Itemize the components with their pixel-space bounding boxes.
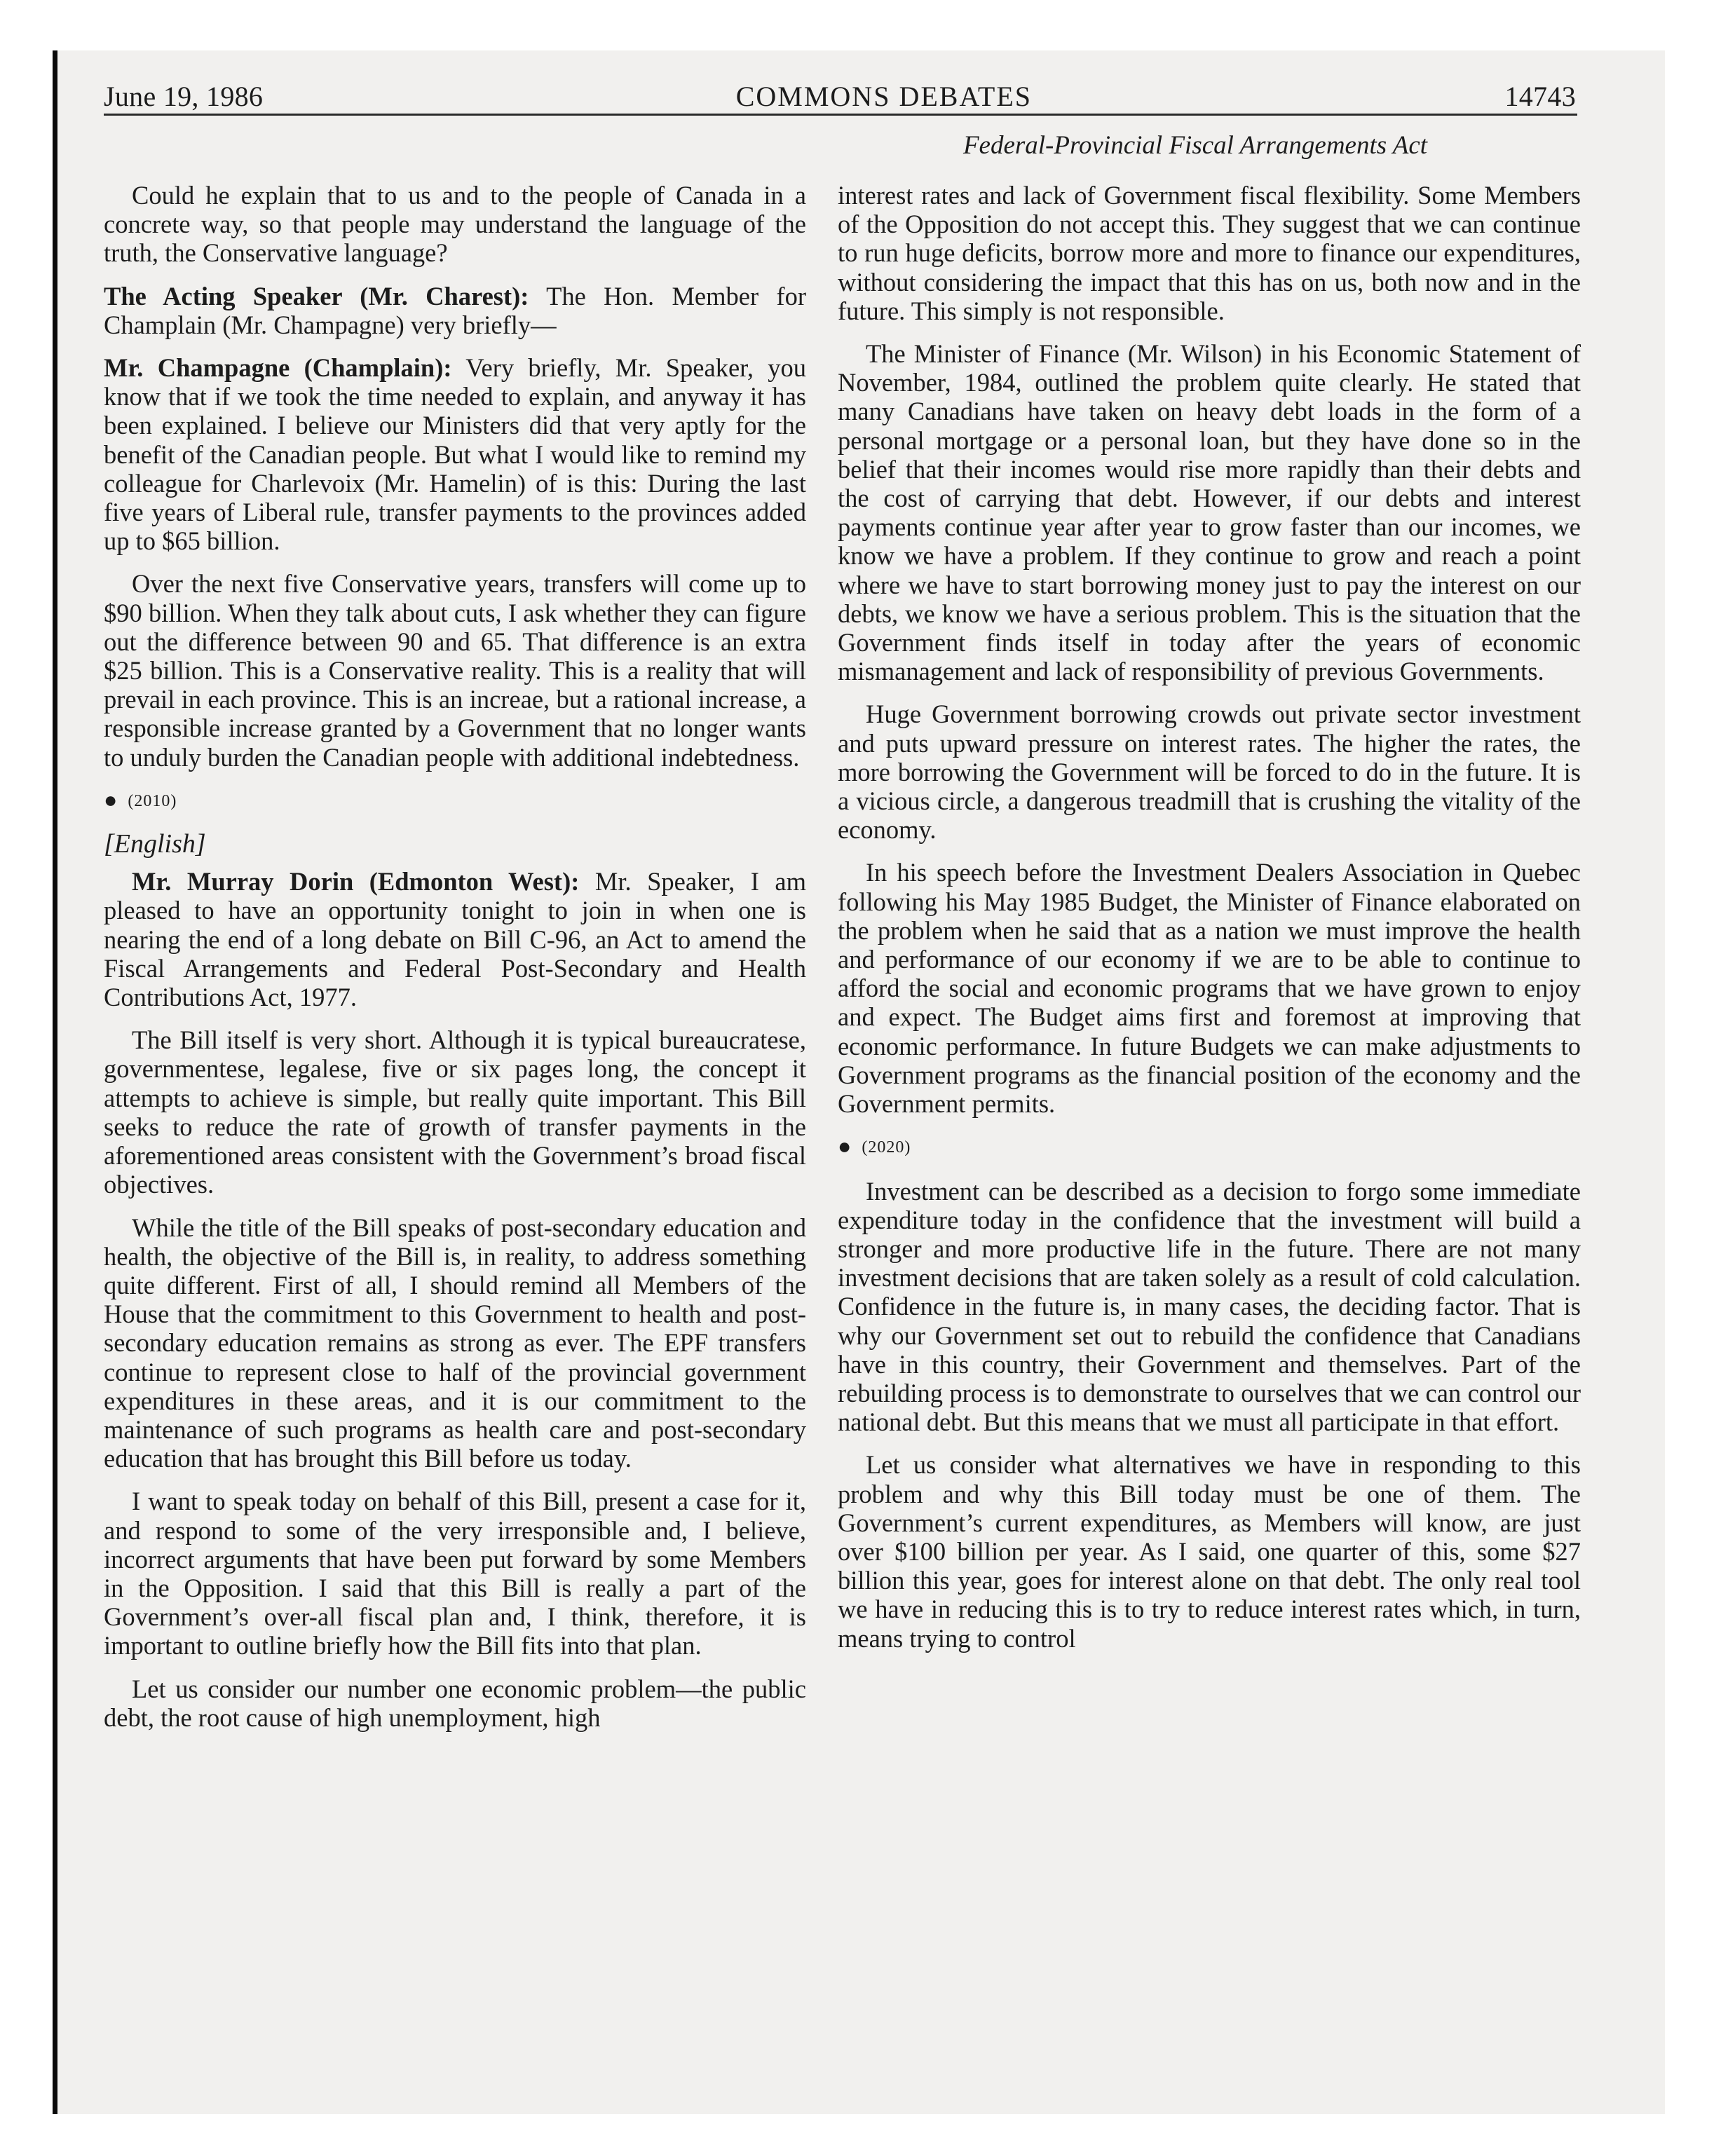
right-column [838,181,1581,1667]
paragraph: Investment can be described as a decision to forgo some immediate expenditure today in the confidence that the investment will build a stronger and more productive life in the future. There are not many investment decisions that are taken solely as a result of cold calculation. Confidence in the future is, in many cases, the deciding factor. That is why our Government set out to rebuild the confidence that Canadians have in this country, their Government and themselves. Part of the rebuilding process is to demonstrate to ourselves that we can control our national debt. But this means that we must all participate in that effort. [838,1176,1581,1437]
paragraph: In his speech before the Investment Dealers Association in Quebec following his May 1985 Budget, the Minister of Finance elaborated on the problem when he said that as a nation we must improve the health and performance of our economy if we are to be able to continue to afford the social and economic programs that we have grown to enjoy and expect. The Budget aims first and foremost at improving that economic performance. In future Budgets we can make adjustments to Government programs as the financial position of the economy and the Government permits. [838,858,1581,1119]
language-tag: [English] [104,829,206,859]
time-marker-label: (2020) [862,1138,911,1157]
paragraph [104,353,806,555]
speaker-name: Mr. Murray Dorin (Edmonton West): [132,867,580,896]
paragraph: I want to speak today on behalf of this Bill, present a case for it, and respond to some of the very irresponsible and, I believe, incorrect arguments that have been put forward by some Members in the Opposition. I said that this Bill is really a part of the Government’s over-all fiscal plan and, I think, therefore, it is important to outline briefly how the Bill fits into that plan. [104,1487,806,1660]
speaker-name: The Acting Speaker (Mr. Charest): [104,281,529,311]
speech-text: Very briefly, Mr. Speaker, you know that if we took the time needed to explain, and anyway it has been explained. I believe our Ministers did that very aptly for the benefit of the Canadian people. But what I would like to remind my colleague for Charlevoix (Mr. Hamelin) of is this: During the last five years of Liberal rule, transfer payments to the provinces added up to $65 billion. [104,353,807,556]
section-title: Federal-Provincial Fiscal Arrangements Act [962,131,1428,160]
paragraph: The Minister of Finance (Mr. Wilson) in his Economic Statement of November, 1984, outlined the problem quite clearly. He stated that many Canadians have taken on heavy debt loads in the form of a personal mortgage or a personal loan, but they have done so in the belief that their incomes would rise more rapidly than their debts and the cost of carrying that debt. However, if our debts and interest payments continue year after year to grow faster than our incomes, we know we have a problem. If they continue to grow and reach a point where we have to start borrowing money just to pay the interest on our debts, we know we have a serious problem. This is the situation that the Government finds itself in today after the years of economic mismanagement and lack of responsibility of previous Governments. [838,339,1581,686]
page-header [104,80,1576,113]
paragraph: interest rates and lack of Government fiscal flexibility. Some Members of the Opposition do not accept this. They suggest that we can continue to run huge deficits, borrow more and more to finance our expenditures, without considering the impact that this has on us, both now and in the future. This simply is not responsible. [838,181,1581,325]
paragraph: While the title of the Bill speaks of post-secondary education and health, the objective of the Bill is, in reality, to address something quite different. First of all, I should remind all Members of the House that the commitment to this Government to health and post-secondary education remains as strong as ever. The EPF transfers continue to represent close to half of the provincial government expenditures in these areas, and it is our commitment to the maintenance of such programs as health care and post-secondary education that has brought this Bill before us today. [104,1213,806,1473]
time-marker [104,786,806,816]
paragraph [104,867,806,1011]
time-marker-label: (2010) [128,791,177,810]
speaker-name: Mr. Champagne (Champlain): [104,353,452,383]
bullet-icon: ● [104,786,118,812]
header-publication: COMMONS DEBATES [735,81,1033,112]
speech-text: Mr. Speaker, I am pleased to have an opportunity tonight to join in when one is nearing the end of a long debate on Bill C-96, an Act to amend the Fiscal Arrangements and Federal Post-Secondary and Health Contributions Act, 1977. [104,867,807,1012]
paragraph: The Bill itself is very short. Although it is typical bureaucratese, governmentese, legalese, five or six pages long, the concept it attempts to achieve is simple, but really quite important. This Bill seeks to reduce the rate of growth of transfer payments in the aforementioned areas consistent with the Government’s broad fiscal objectives. [104,1025,806,1199]
bullet-icon: ● [838,1133,852,1159]
paragraph: Let us consider what alternatives we have in responding to this problem and why this Bill today must be one of them. The Government’s current expenditures, as Members will know, are just over $100 billion per year. As I said, one quarter of this, some $27 billion this year, goes for interest alone on that debt. The only real tool we have in reducing this is to try to reduce interest rates which, in turn, means trying to control [838,1450,1581,1653]
header-date: June 19, 1986 [104,81,264,112]
left-column [104,181,806,1746]
scan-edge-shadow [53,50,57,2114]
paragraph: Over the next five Conservative years, transfers will come up to $90 billion. When they talk about cuts, I ask whether they can figure out the difference between 90 and 65. That difference is an extra $25 billion. This is a Conservative reality. This is a reality that will prevail in each province. This is an increae, but a rational increase, a responsible increase granted by a Government that no longer wants to unduly burden the Canadian people with additional indebtedness. [104,569,806,772]
paragraph: Let us consider our number one economic problem—the public debt, the root cause of high unemployment, high [104,1674,806,1732]
paragraph: Could he explain that to us and to the people of Canada in a concrete way, so that people may understand the language of the truth, the Conservative language? [104,181,806,268]
header-rule [104,114,1577,116]
speech-text: The Hon. Member for Champlain (Mr. Champagne) very briefly— [104,281,806,339]
paragraph [104,282,806,339]
header-page-number: 14743 [1504,81,1576,112]
paragraph: Huge Government borrowing crowds out private sector investment and puts upward pressure on interest rates. The higher the rates, the more borrowing the Government will be forced to do in the future. It is a vicious circle, a dangerous treadmill that is crushing the vitality of the economy. [838,700,1581,845]
time-marker [838,1132,1581,1162]
